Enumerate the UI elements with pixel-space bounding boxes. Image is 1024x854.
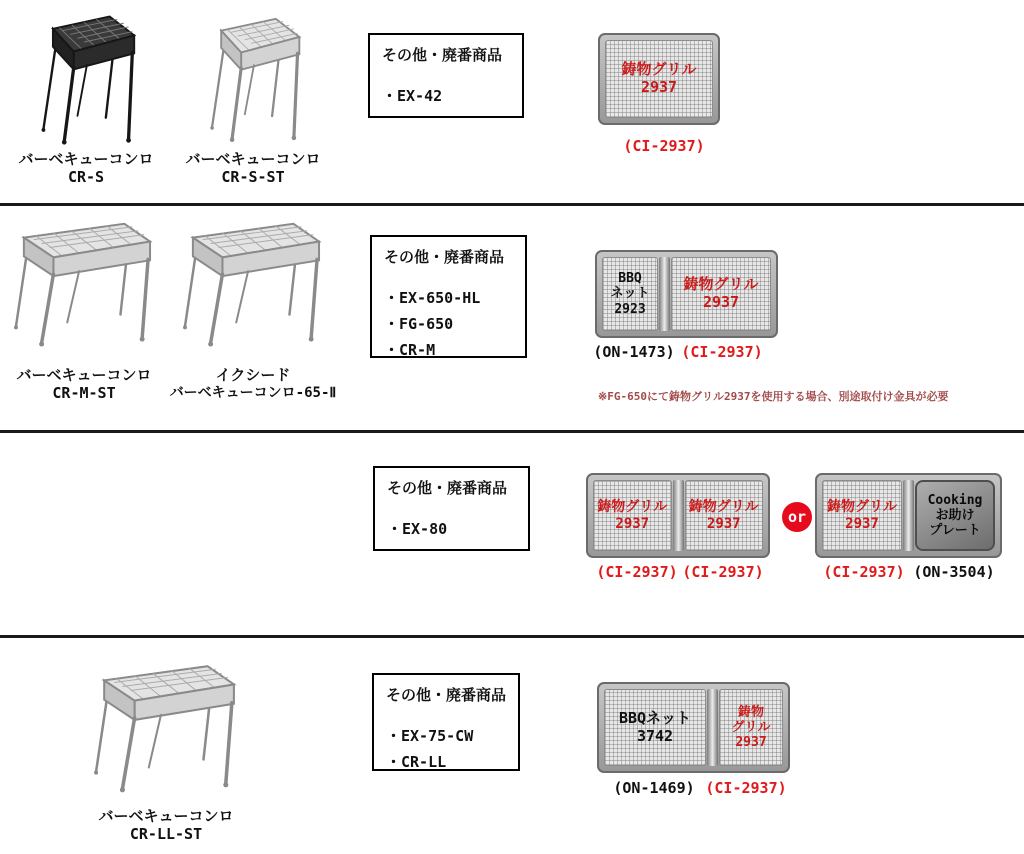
product-cr-s-st	[183, 6, 323, 186]
product-name: バーベキューコンロ	[18, 150, 154, 168]
frame-divider-bar	[673, 480, 684, 551]
panel-label: 2937	[735, 735, 767, 751]
part-code: (CI-2937)	[705, 779, 787, 797]
bbq-stand-photo-cr-s	[34, 6, 138, 148]
box-title: その他・廃番商品	[384, 248, 505, 266]
panel-label: プレート	[929, 523, 981, 539]
box-title: その他・廃番商品	[387, 479, 508, 497]
box-item: ・EX-42	[382, 87, 443, 105]
panel-label: グリル	[731, 719, 771, 735]
part-code: (CI-2937)	[682, 563, 764, 581]
grill-assembly	[586, 473, 770, 558]
panel-label: 2937	[702, 293, 740, 311]
fg650-mounting-note: ※FG-650にて鋳物グリル2937を使用する場合、別途取付け金具が必要	[598, 390, 949, 403]
panel-label: Cooking	[927, 492, 983, 508]
side-handle	[765, 498, 776, 534]
other-discontinued-box	[373, 466, 530, 551]
box-title: その他・廃番商品	[382, 46, 503, 64]
bbq-stand-photo-exceed-65-2	[178, 212, 328, 350]
product-model: CR-M-ST	[52, 384, 116, 402]
product-exceed-65-2	[164, 212, 342, 402]
product-name: バーベキューコンロ	[185, 150, 321, 168]
product-cr-s	[20, 6, 152, 186]
frame-divider-bar	[903, 480, 914, 551]
grill-assembly	[597, 682, 790, 773]
side-handle	[715, 61, 726, 97]
divider	[0, 430, 1024, 433]
product-name: イクシード	[215, 366, 291, 384]
box-item: ・EX-80	[387, 520, 448, 538]
product-model: CR-S	[67, 168, 105, 186]
panel-label: 2923	[614, 301, 646, 317]
product-model: バーベキューコンロ-65-Ⅱ	[169, 385, 337, 401]
cast-iron-grill-panel	[719, 689, 783, 766]
cast-iron-grill-panel	[685, 480, 764, 551]
side-handle	[589, 276, 600, 312]
box-item: ・CR-M	[384, 341, 436, 359]
panel-label: 鋳物グリル	[683, 275, 759, 294]
panel-label: 2937	[615, 515, 650, 532]
side-handle	[997, 498, 1008, 534]
other-discontinued-box	[370, 235, 527, 358]
part-code: (ON-3504)	[913, 563, 995, 581]
divider	[0, 635, 1024, 638]
panel-label: 鋳物グリル	[597, 498, 668, 515]
panel-label: 鋳物グリル	[688, 498, 759, 515]
grill-assembly	[595, 250, 778, 338]
cooking-helper-plate-panel	[915, 480, 995, 551]
cast-iron-grill-panel	[593, 480, 672, 551]
bbq-stand-photo-cr-s-st	[203, 6, 303, 148]
cast-iron-grill-panel	[822, 480, 902, 551]
panel-label: 2937	[706, 515, 741, 532]
panel-label: 2937	[845, 515, 879, 532]
product-name: バーベキューコンロ	[16, 366, 152, 384]
cast-iron-grill-panel	[671, 257, 771, 331]
panel-label: ネット	[610, 286, 650, 302]
other-discontinued-box	[372, 673, 520, 771]
box-item: ・FG-650	[384, 315, 454, 333]
panel-label: 2937	[640, 78, 678, 96]
bbq-stand-photo-cr-ll-st	[90, 653, 242, 797]
side-handle	[773, 276, 784, 312]
box-item: ・CR-LL	[386, 753, 447, 771]
panel-label: 鋳物グリル	[621, 60, 697, 79]
product-cr-m-st	[8, 212, 160, 402]
frame-divider-bar	[659, 257, 670, 331]
bbq-net-panel	[604, 689, 706, 766]
part-code: (ON-1469)	[613, 779, 695, 797]
or-badge: or	[782, 502, 812, 532]
grill-assembly	[815, 473, 1002, 558]
product-cr-ll-st	[86, 653, 246, 843]
divider	[0, 203, 1024, 206]
frame-divider-bar	[707, 689, 718, 766]
bbq-stand-photo-cr-m-st	[10, 212, 158, 350]
part-code: (CI-2937)	[596, 563, 678, 581]
side-handle	[591, 710, 602, 746]
panel-label: BBQ	[618, 271, 642, 286]
part-code: (CI-2937)	[681, 343, 763, 361]
box-item: ・EX-650-HL	[384, 289, 481, 307]
other-discontinued-box	[368, 33, 524, 118]
panel-label: BBQネット	[618, 708, 692, 727]
part-code: (CI-2937)	[823, 563, 905, 581]
side-handle	[580, 498, 591, 534]
product-model: CR-S-ST	[221, 168, 285, 186]
bbq-net-panel	[602, 257, 658, 331]
product-model: CR-LL-ST	[129, 825, 203, 843]
grill-assembly	[598, 33, 720, 125]
side-handle	[592, 61, 603, 97]
side-handle	[785, 710, 796, 746]
product-name: バーベキューコンロ	[98, 807, 234, 825]
box-item: ・EX-75-CW	[386, 727, 474, 745]
panel-label: 鋳物	[737, 704, 764, 720]
panel-label: 鋳物グリル	[827, 498, 897, 515]
panel-label: 3742	[636, 726, 674, 745]
panel-label: お助け	[935, 507, 975, 523]
part-code: (CI-2937)	[623, 137, 705, 155]
cast-iron-grill-panel	[605, 40, 713, 118]
box-title: その他・廃番商品	[386, 686, 507, 704]
part-code: (ON-1473)	[593, 343, 675, 361]
